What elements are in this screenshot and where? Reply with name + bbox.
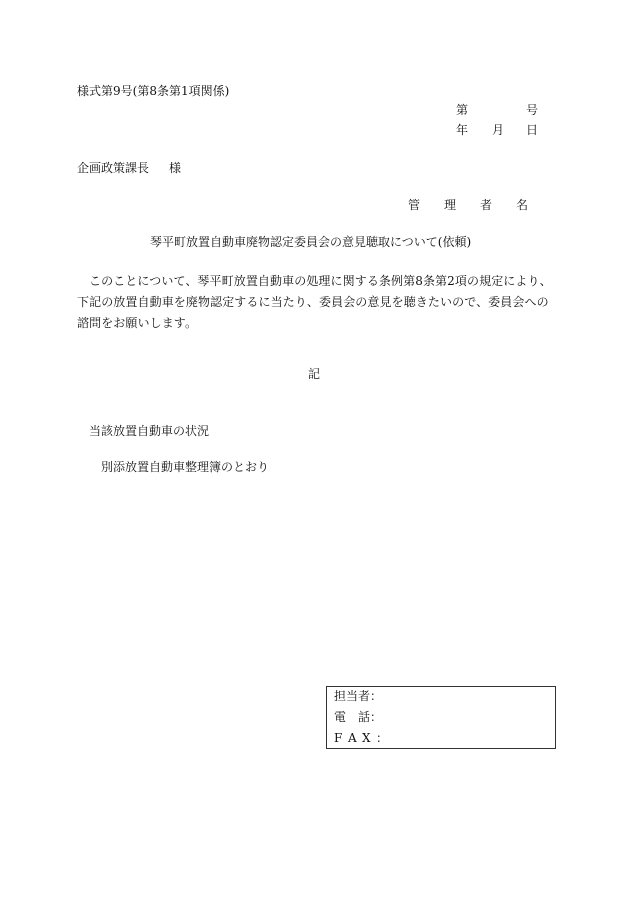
fax-char: X (362, 731, 371, 745)
addressee (77, 162, 181, 174)
addressee-name: 企画政策課長 (77, 161, 150, 175)
date-year: 年 (456, 123, 469, 137)
document-number-prefix: 第 (456, 103, 469, 117)
manager-char: 管 (408, 198, 421, 212)
form-number: 様式第9号(第8条第1項関係) (77, 84, 230, 98)
date-day: 日 (525, 123, 538, 137)
fax-char: A (348, 731, 357, 745)
document-number-suffix: 号 (525, 103, 538, 117)
item-content: 別添放置自動車整理簿のとおり (101, 460, 270, 474)
contact-person-label: 担当者： (334, 689, 383, 703)
manager-char: 理 (444, 198, 457, 212)
fax-colon: ： (376, 731, 389, 745)
manager-name-label (408, 199, 528, 211)
addressee-honorific: 様 (169, 161, 182, 175)
manager-char: 名 (516, 198, 529, 212)
ki-heading: 記 (308, 367, 321, 381)
date-month: 月 (492, 123, 505, 137)
item-heading: 当該放置自動車の状況 (89, 424, 210, 438)
body-paragraph: このことについて、琴平町放置自動車の処理に関する条例第8条第2項の規定により、下記の放置自動車を廃物認定するに当たり、委員会の意見を聴きたいので、委員会への諮問をお願いします。 (77, 274, 552, 330)
fax-char: F (334, 731, 343, 745)
contact-fax-label (334, 732, 390, 744)
contact-box (326, 686, 556, 749)
contact-phone-label: 電 話： (334, 710, 383, 724)
manager-char: 者 (480, 198, 493, 212)
subject-title: 琴平町放置自動車廃物認定委員会の意見聴取について(依頼) (150, 235, 472, 249)
